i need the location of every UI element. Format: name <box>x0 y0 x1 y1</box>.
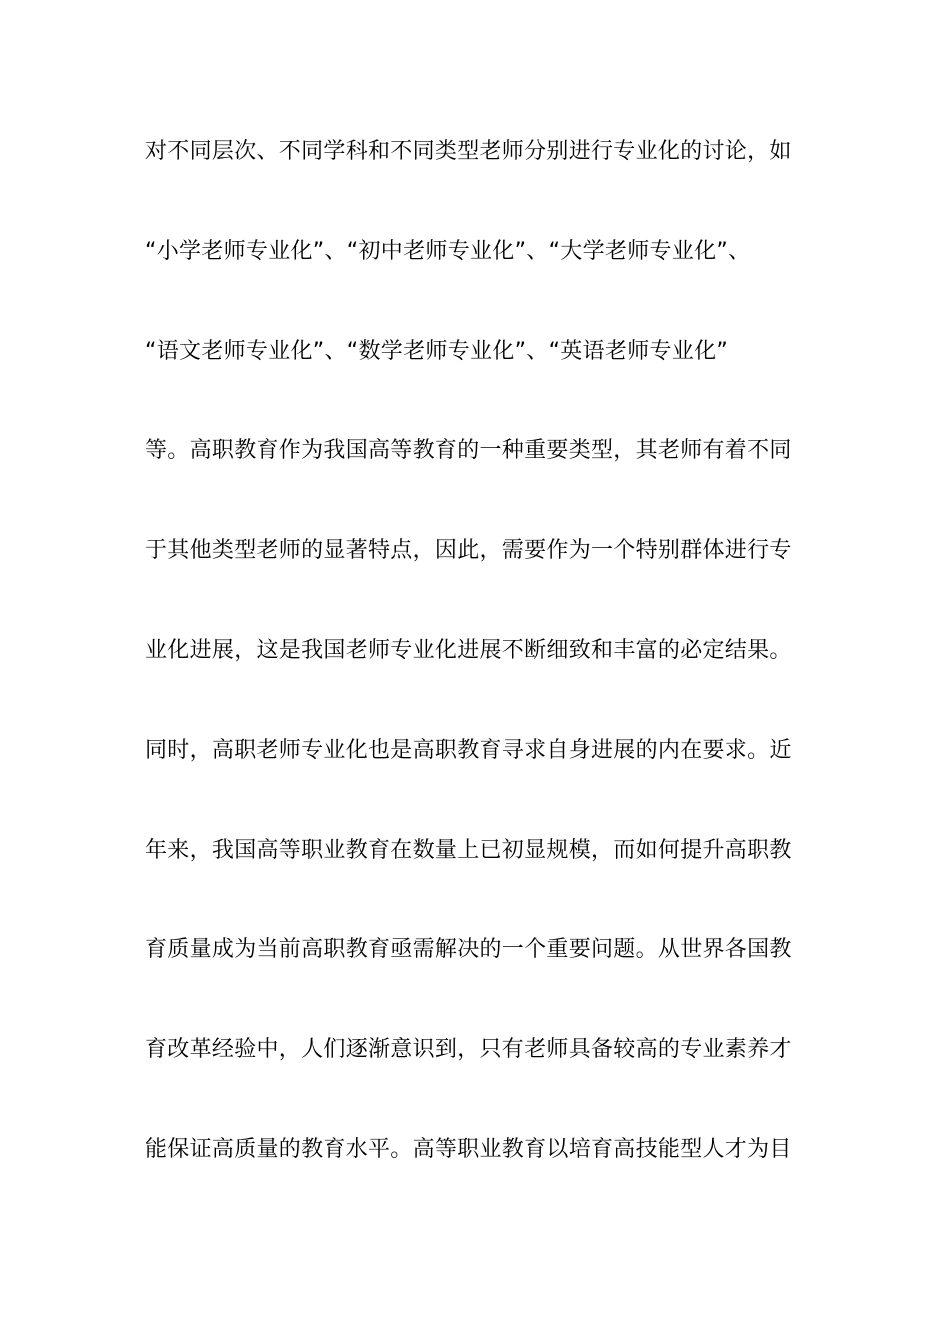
text-line: “语文老师专业化”、“数学老师专业化”、“英语老师专业化” <box>145 338 729 364</box>
text-line: 业化进展，这是我国老师专业化进展不断细致和丰富的必定结果。 <box>145 637 792 663</box>
text-line: 育质量成为当前高职教育亟需解决的一个重要问题。从世界各国教 <box>145 937 792 963</box>
text-line: 对不同层次、不同学科和不同类型老师分别进行专业化的讨论，如 <box>145 139 792 164</box>
body-text <box>145 127 825 1225</box>
text-line: 等。高职教育作为我国高等教育的一种重要类型，其老师有着不同 <box>145 438 792 464</box>
text-line: 能保证高质量的教育水平。高等职业教育以培育高技能型人才为目 <box>145 1136 792 1162</box>
text-line: 育改革经验中，人们逐渐意识到，只有老师具备较高的专业素养才 <box>145 1037 792 1063</box>
text-line: “小学老师专业化”、“初中老师专业化”、“大学老师专业化”、 <box>145 238 751 264</box>
text-line: 年来，我国高等职业教育在数量上已初显规模，而如何提升高职教 <box>145 837 792 863</box>
text-line: 于其他类型老师的显著特点，因此，需要作为一个特别群体进行专 <box>145 538 792 564</box>
text-line: 同时，高职老师专业化也是高职教育寻求自身进展的内在要求。近 <box>145 737 792 763</box>
